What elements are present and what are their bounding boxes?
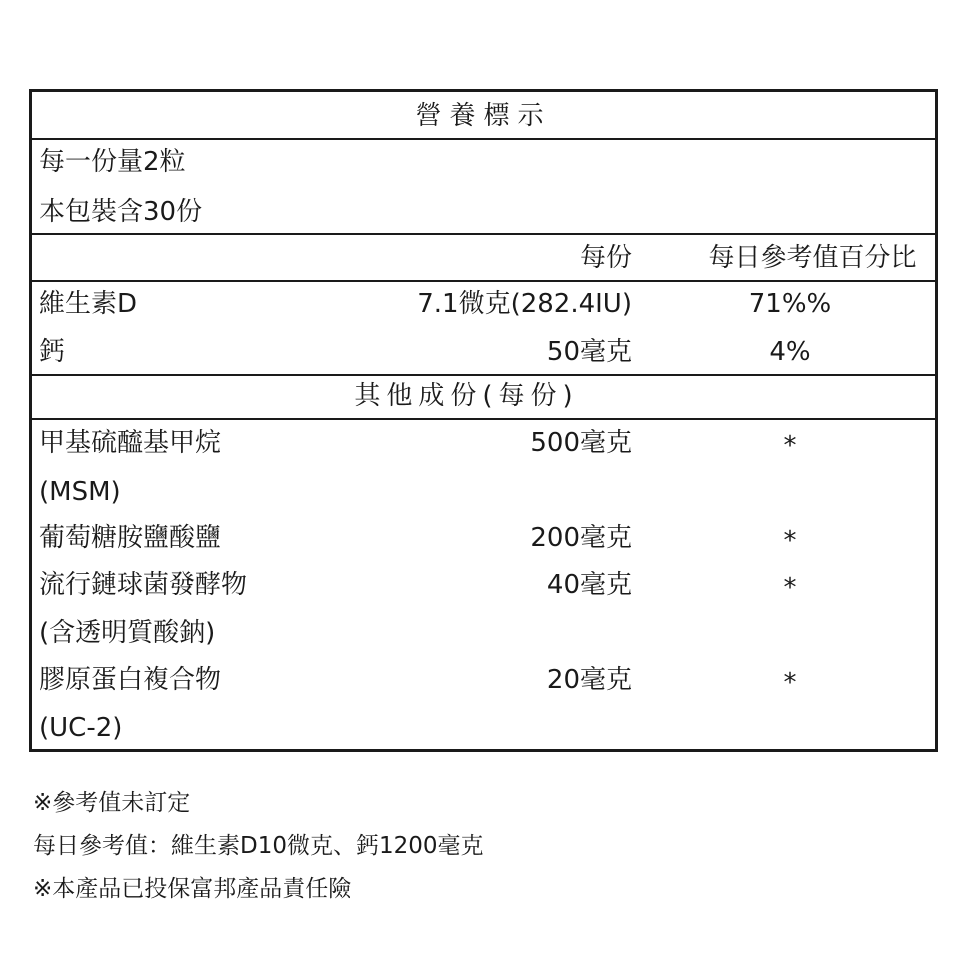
- nutrient-name: 鈣: [39, 337, 66, 367]
- divider: [32, 138, 935, 140]
- column-header-per-serving: 每份: [579, 243, 632, 273]
- serving-size: 每一份量2粒: [39, 147, 186, 177]
- divider: [32, 280, 935, 282]
- ingredient-daily-value: *: [783, 526, 797, 556]
- panel-title: 營養標示: [415, 101, 552, 131]
- ingredient-name: 流行鏈球菌發酵物: [39, 570, 248, 600]
- other-ingredients-heading: 其他成份(每份): [354, 381, 579, 411]
- nutrition-facts-panel: [29, 89, 938, 752]
- ingredient-name: 甲基硫醯基甲烷: [39, 428, 222, 458]
- footnote: 每日參考值：維生素D10微克、鈣1200毫克: [33, 833, 484, 859]
- divider: [32, 233, 935, 235]
- nutrient-daily-value: 71%%: [748, 289, 832, 319]
- nutrient-amount: 7.1微克(282.4IU): [417, 289, 632, 319]
- nutrient-name: 維生素D: [39, 289, 138, 319]
- ingredient-name-note: (UC-2): [39, 713, 123, 743]
- ingredient-daily-value: *: [783, 668, 797, 698]
- nutrient-daily-value: 4%: [769, 337, 811, 367]
- footnote: ※參考值未訂定: [33, 790, 191, 816]
- ingredient-name: 葡萄糖胺鹽酸鹽: [39, 523, 222, 553]
- servings-per-package: 本包裝含30份: [39, 197, 203, 227]
- ingredient-amount: 200毫克: [530, 523, 632, 553]
- footnotes: [33, 782, 484, 911]
- ingredient-name-note: (含透明質酸鈉): [39, 618, 216, 648]
- ingredient-amount: 40毫克: [546, 570, 632, 600]
- column-header-daily-value: 每日參考值百分比: [708, 243, 917, 273]
- nutrient-amount: 50毫克: [546, 337, 632, 367]
- ingredient-amount: 500毫克: [530, 428, 632, 458]
- divider: [32, 374, 935, 376]
- footnote: ※本產品已投保富邦產品責任險: [33, 876, 352, 902]
- ingredient-daily-value: *: [783, 573, 797, 603]
- ingredient-amount: 20毫克: [546, 665, 632, 695]
- divider: [32, 418, 935, 420]
- ingredient-name: 膠原蛋白複合物: [39, 665, 222, 695]
- ingredient-name-note: (MSM): [39, 477, 121, 507]
- ingredient-daily-value: *: [783, 431, 797, 461]
